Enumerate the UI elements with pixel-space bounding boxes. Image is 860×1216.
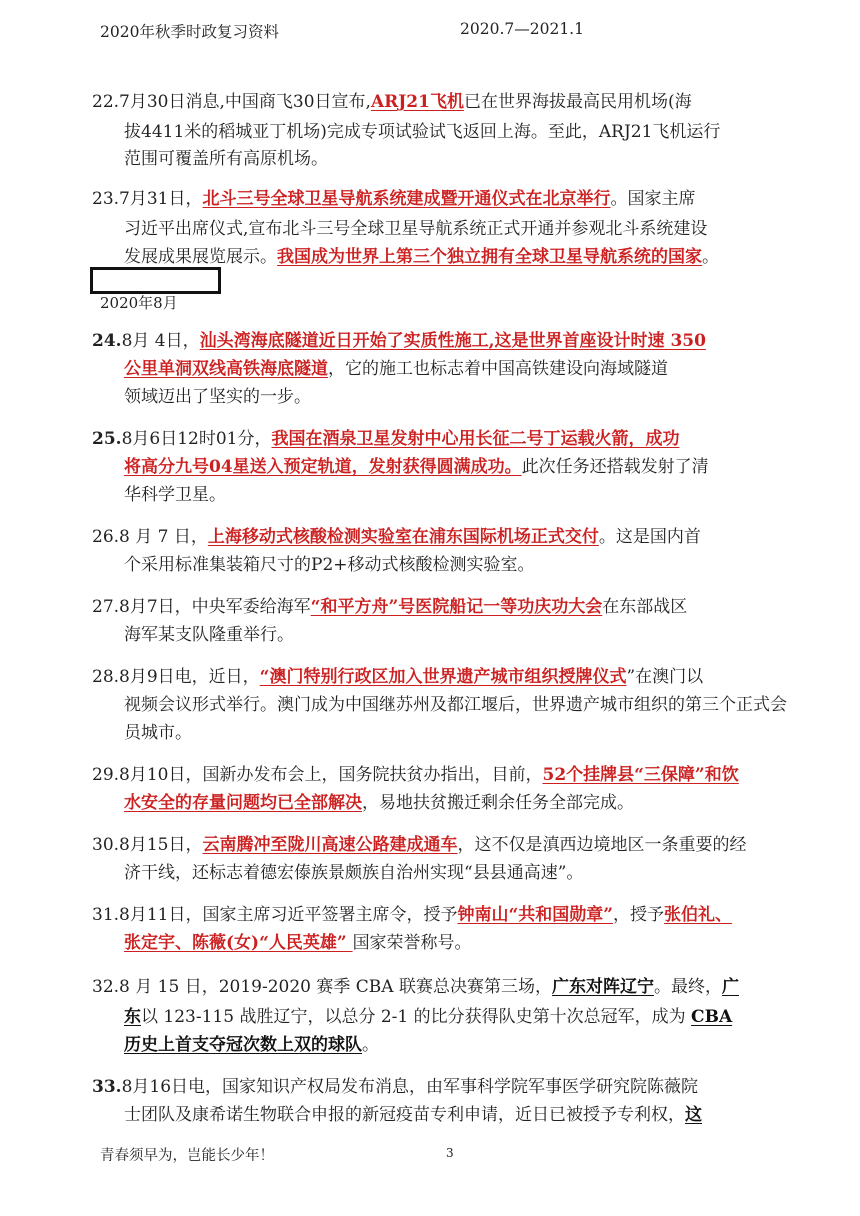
item-23-line-3: 发展成果展览展示。我国成为世界上第三个独立拥有全球卫星导航系统的国家。 [124, 247, 719, 267]
item-26-line-2: 个采用标准集装箱尺寸的P2+移动式核酸检测实验室。 [124, 555, 535, 575]
item-22-line-1: 22.7月30日消息,中国商飞30日宣布,ARJ21飞机已在世界海拔最高民用机场(海 [92, 92, 692, 112]
item-22-line-2: 拔4411米的稻城亚丁机场)完成专项试验试飞返回上海。至此，ARJ21飞机运行 [124, 122, 721, 142]
item-33-line-2: 士团队及康希诺生物联合申报的新冠疫苗专利申请，近日已被授予专利权，这 [124, 1105, 702, 1125]
item-30-line-1: 30.8月15日，云南腾冲至陇川高速公路建成通车，这不仅是滇西边境地区一条重要的经 [92, 835, 747, 855]
item-32-line-2: 东以 123-115 战胜辽宁，以总分 2-1 的比分获得队史第十次总冠军，成为 CBA [124, 1007, 733, 1027]
item-30-line-2: 济干线，还标志着德宏傣族景颇族自治州实现“县县通高速”。 [124, 863, 584, 883]
item-25-line-1: 25.8月6日12时01分，我国在酒泉卫星发射中心用长征二号丁运载火箭，成功 [92, 429, 680, 449]
item-27-line-2: 海军某支队隆重举行。 [124, 625, 294, 645]
item-27-line-1: 27.8月7日，中央军委给海军“和平方舟”号医院船记一等功庆功大会在东部战区 [92, 597, 688, 617]
item-24-line-1: 24.8月 4日，汕头湾海底隧道近日开始了实质性施工,这是世界首座设计时速 350 [92, 331, 706, 351]
page-number: 3 [446, 1146, 454, 1160]
item-25-line-3: 华科学卫星。 [124, 485, 226, 505]
month-heading: 2020年8月 [100, 294, 178, 312]
item-28-line-2: 视频会议形式举行。澳门成为中国继苏州及都江堰后，世界遗产城市组织的第三个正式会 [124, 695, 787, 715]
item-29-line-2: 水安全的存量问题均已全部解决，易地扶贫搬迁剩余任务全部完成。 [124, 793, 634, 813]
item-25-line-2: 将高分九号04星送入预定轨道，发射获得圆满成功。此次任务还搭载发射了清 [124, 457, 709, 477]
item-23-line-1: 23.7月31日，北斗三号全球卫星导航系统建成暨开通仪式在北京举行。国家主席 [92, 189, 696, 209]
item-33-line-1: 33.8月16日电，国家知识产权局发布消息，由军事科学院军事医学研究院陈薇院 [92, 1077, 699, 1097]
header-title: 2020年秋季时政复习资料 [100, 23, 279, 41]
item-26-line-1: 26.8 月 7 日，上海移动式核酸检测实验室在浦东国际机场正式交付。这是国内首 [92, 527, 701, 547]
item-24-line-2: 公里单洞双线高铁海底隧道，它的施工也标志着中国高铁建设向海域隧道 [124, 359, 668, 379]
item-29-line-1: 29.8月10日，国新办发布会上，国务院扶贫办指出，目前，52个挂牌县“三保障”和饮 [92, 765, 739, 785]
item-28-line-1: 28.8月9日电，近日，“澳门特别行政区加入世界遗产城市组织授牌仪式”在澳门以 [92, 667, 704, 687]
footer-motto: 青春须早为，岂能长少年！ [100, 1148, 274, 1164]
item-32-line-3: 历史上首支夺冠次数上双的球队。 [124, 1035, 379, 1055]
item-31-line-1: 31.8月11日，国家主席习近平签署主席令，授予钟南山“共和国勋章”，授予张伯礼、 [92, 905, 733, 925]
item-23-line-2: 习近平出席仪式,宣布北斗三号全球卫星导航系统正式开通并参观北斗系统建设 [124, 219, 708, 239]
item-22-line-3: 范围可覆盖所有高原机场。 [124, 149, 328, 169]
item-31-line-2: 张定宇、陈薇(女)“人民英雄” 国家荣誉称号。 [124, 933, 472, 953]
month-highlight-box [90, 267, 221, 294]
header-date-range: 2020.7—2021.1 [460, 20, 584, 38]
item-24-line-3: 领域迈出了坚实的一步。 [124, 387, 311, 407]
item-32-line-1: 32.8 月 15 日，2019-2020 赛季 CBA 联赛总决赛第三场，广东对阵辽宁。最终，广 [92, 977, 739, 997]
item-28-line-3: 员城市。 [124, 723, 192, 743]
